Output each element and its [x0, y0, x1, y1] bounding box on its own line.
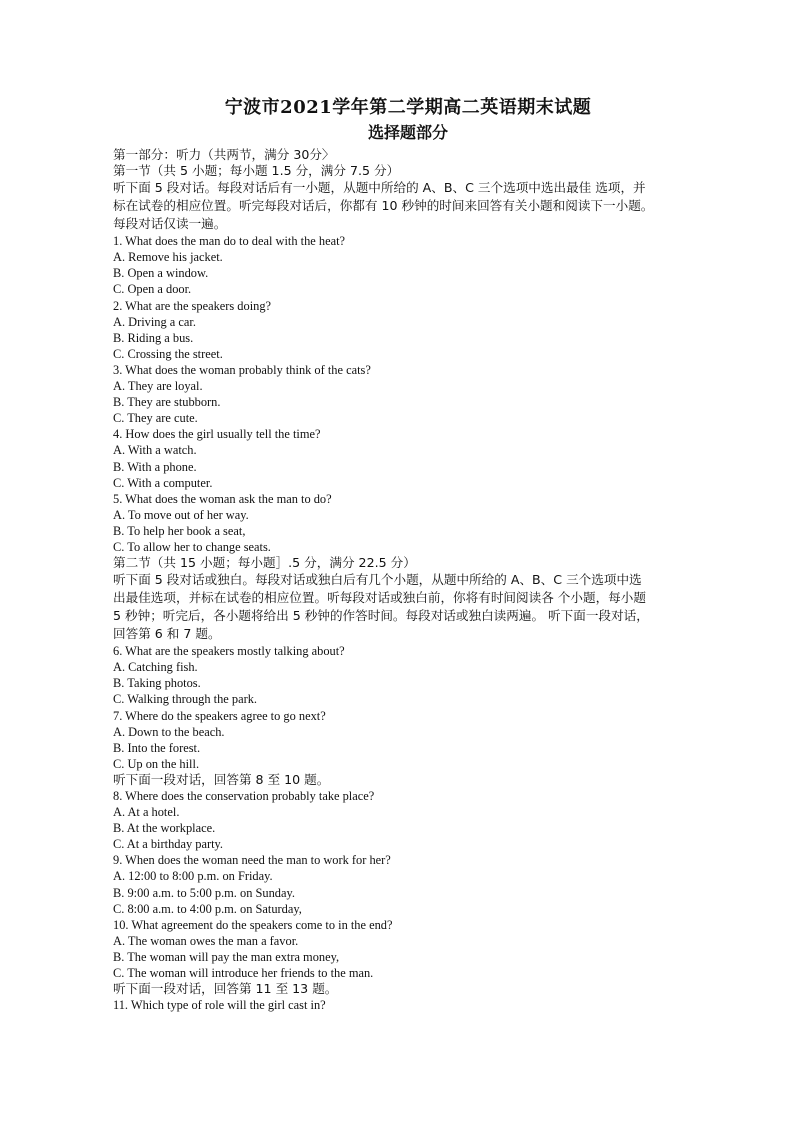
question: 6. What are the speakers mostly talking about? — [113, 644, 345, 659]
question: 2. What are the speakers doing? — [113, 298, 272, 313]
option: B. They are stubborn. — [113, 395, 221, 410]
option: A. At a hotel. — [113, 805, 180, 820]
question-block — [113, 788, 703, 981]
option: B. Open a window. — [113, 266, 209, 281]
option: C. To allow her to change seats. — [113, 539, 271, 554]
option: A. Catching fish. — [113, 660, 198, 675]
option: A. Down to the beach. — [113, 724, 225, 739]
question: 8. Where does the conservation probably take place? — [113, 789, 375, 803]
part-heading: 第一部分：听力（共两节，满分 30分〉 — [113, 147, 335, 162]
question: 5. What does the woman ask the man to do? — [113, 491, 332, 506]
option: C. The woman will introduce her friends to the man. — [113, 966, 374, 981]
instruction-line: 出最佳选项，并标在试卷的相应位置。听每段对话或独白前，你将有时间阅读各 个小题，每小题 — [113, 590, 646, 606]
question: 11. Which type of role will the girl cast in? — [113, 998, 326, 1013]
option: B. Into the forest. — [113, 740, 201, 755]
option: C. With a computer. — [113, 475, 213, 490]
option: C. Crossing the street. — [113, 346, 223, 361]
instruction-line: 5 秒钟；听完后，各小题将给出 5 秒钟的作答时间。每段对话或独白读两遍。 听下面一段对话， — [113, 608, 649, 624]
instruction-line: 回答第 6 和 7 题。 — [113, 626, 221, 642]
instruction-line: 听下面 5 段对话或独白。每段对话或独白后有几个小题，从题中所给的 A、B、C 三个选项中选 — [113, 572, 642, 588]
question-block — [113, 233, 703, 555]
dialogue-cue: 听下面一段对话，回答第 8 至 10 题。 — [113, 771, 330, 787]
question: 4. How does the girl usually tell the time? — [113, 427, 321, 442]
section-instructions — [113, 571, 703, 643]
option: A. The woman owes the man a favor. — [113, 933, 299, 948]
option: A. 12:00 to 8:00 p.m. on Friday. — [113, 869, 273, 884]
instruction-line: 听下面 5 段对话。每段对话后有一小题，从题中所给的 A、B、C 三个选项中选出最佳 选项，并 — [113, 180, 646, 196]
instruction-line: 每段对话仅读一遍。 — [113, 216, 227, 232]
option: C. Walking through the park. — [113, 692, 257, 707]
option: B. Taking photos. — [113, 676, 201, 691]
page-subtitle: 选择题部分 — [367, 123, 448, 142]
option: B. At the workplace. — [113, 821, 216, 836]
question: 1. What does the man do to deal with the heat? — [113, 234, 346, 249]
option: C. They are cute. — [113, 411, 198, 426]
section-heading: 第二节（共 15 小题；每小题］.5 分，满分 22.5 分） — [113, 555, 416, 571]
question: 9. When does the woman need the man to work for her? — [113, 853, 391, 868]
option: A. Remove his jacket. — [113, 250, 223, 265]
question: 7. Where do the speakers agree to go next? — [113, 708, 326, 723]
option: B. To help her book a seat, — [113, 523, 246, 538]
option: A. To move out of her way. — [113, 507, 249, 522]
exam-page — [113, 96, 703, 1013]
question-block — [113, 643, 703, 772]
option: B. With a phone. — [113, 459, 197, 474]
option: C. At a birthday party. — [113, 837, 224, 852]
option: C. Open a door. — [113, 282, 192, 297]
question: 3. What does the woman probably think of the cats? — [113, 362, 371, 377]
option: B. 9:00 a.m. to 5:00 p.m. on Sunday. — [113, 885, 295, 900]
dialogue-cue: 听下面一段对话，回答第 11 至 13 题。 — [113, 981, 338, 997]
option: C. 8:00 a.m. to 4:00 p.m. on Saturday, — [113, 901, 302, 916]
option: A. Driving a car. — [113, 314, 196, 329]
option: B. Riding a bus. — [113, 330, 194, 345]
section-instructions — [113, 179, 703, 233]
option: C. Up on the hill. — [113, 756, 200, 771]
page-title: 宁波市2021学年第二学期高二英语期末试题 — [224, 97, 592, 118]
section-heading: 第一节（共 5 小题；每小题 1.5 分，满分 7.5 分） — [113, 163, 400, 179]
option: A. They are loyal. — [113, 379, 203, 394]
question: 10. What agreement do the speakers come to in the end? — [113, 917, 393, 932]
option: A. With a watch. — [113, 443, 197, 458]
option: B. The woman will pay the man extra money, — [113, 949, 340, 964]
instruction-line: 标在试卷的相应位置。听完每段对话后，你都有 10 秒钟的时间来回答有关小题和阅读下一小题。 — [113, 198, 654, 214]
